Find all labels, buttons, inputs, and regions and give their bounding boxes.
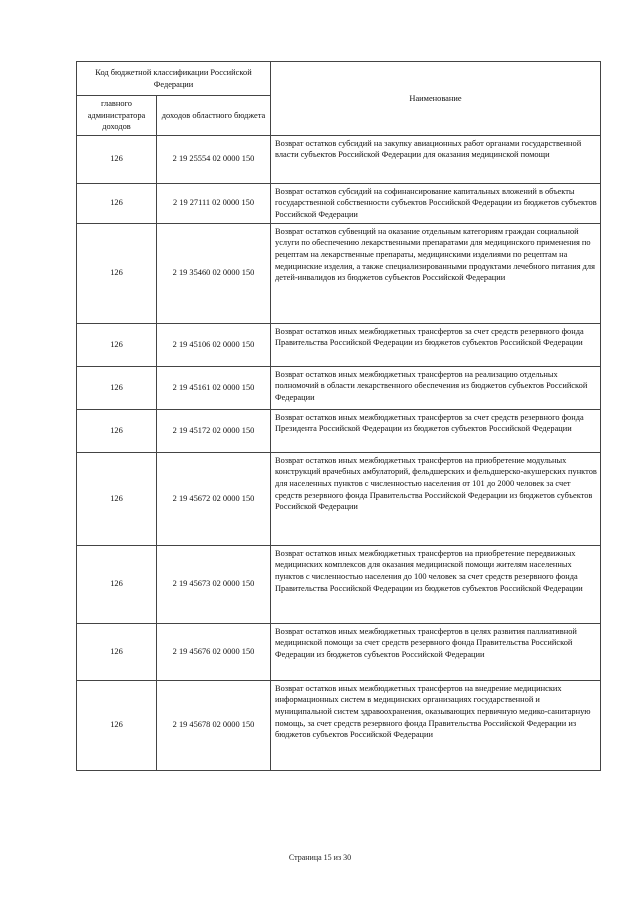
budget-classification-table [76, 61, 601, 771]
name-cell: Возврат остатков иных межбюджетных трансфертов за счет средств резервного фонда Правительства Российской Федерации из бюджетов субъектов Российской Федерации [271, 323, 601, 366]
income-code-cell: 2 19 25554 02 0000 150 [157, 135, 271, 183]
table-row [77, 223, 601, 323]
admin-code-cell: 126 [77, 223, 157, 323]
name-cell: Возврат остатков субсидий на софинансирование капитальных вложений в объекты государственной собственности субъектов Российской Федерации из бюджетов субъектов Российской Федерации [271, 183, 601, 223]
table-row [77, 323, 601, 366]
admin-code-cell: 126 [77, 680, 157, 770]
table-row [77, 135, 601, 183]
name-cell: Возврат остатков иных межбюджетных трансфертов на приобретение передвижных медицинских комплексов для оказания медицинской помощи жителям населенных пунктов с численностью населения до 100 человек за счет средств резервного фонда Правительства Российской Федерации из бюджетов субъектов Российской Федерации [271, 545, 601, 623]
name-cell: Возврат остатков иных межбюджетных трансфертов на приобретение модульных конструкций врачебных амбулаторий, фельдшерских и фельдшерско-акушерских пунктов для населенных пунктов с численностью населения от 101 до 2000 человек за счет средств резервного фонда Правительства Российской Федерации из бюджетов субъектов Российской Федерации [271, 452, 601, 545]
income-code-cell: 2 19 45676 02 0000 150 [157, 623, 271, 680]
admin-code-cell: 126 [77, 366, 157, 409]
admin-code-cell: 126 [77, 452, 157, 545]
table-row [77, 452, 601, 545]
header-group-title: Код бюджетной классификации Российской Федерации [77, 62, 271, 96]
admin-code-cell: 126 [77, 623, 157, 680]
name-cell: Возврат остатков иных межбюджетных трансфертов на реализацию отдельных полномочий в области лекарственного обеспечения из бюджетов субъектов Российской Федерации [271, 366, 601, 409]
table-row [77, 680, 601, 770]
income-code-cell: 2 19 45106 02 0000 150 [157, 323, 271, 366]
table-row [77, 623, 601, 680]
admin-code-cell: 126 [77, 135, 157, 183]
income-code-cell: 2 19 45161 02 0000 150 [157, 366, 271, 409]
header-admin: главного администратора доходов [77, 96, 157, 136]
page-footer: Страница 15 из 30 [288, 853, 352, 862]
table-row [77, 183, 601, 223]
admin-code-cell: 126 [77, 183, 157, 223]
income-code-cell: 2 19 45172 02 0000 150 [157, 409, 271, 452]
income-code-cell: 2 19 45678 02 0000 150 [157, 680, 271, 770]
admin-code-cell: 126 [77, 409, 157, 452]
table-row [77, 409, 601, 452]
budget-table-container [76, 61, 600, 771]
income-code-cell: 2 19 45673 02 0000 150 [157, 545, 271, 623]
name-cell: Возврат остатков субвенций на оказание отдельным категориям граждан социальной услуги по обеспечению лекарственными препаратами для медицинского применения по рецептам на лекарственные препараты, медицинскими изделиями по рецептам на медицинские изделия, а также специализированными продуктами лечебного питания для детей-инвалидов из бюджетов субъектов Российской Федерации [271, 223, 601, 323]
table-row [77, 366, 601, 409]
header-name: Наименование [271, 62, 601, 136]
table-row [77, 545, 601, 623]
income-code-cell: 2 19 45672 02 0000 150 [157, 452, 271, 545]
name-cell: Возврат остатков субсидий на закупку авиационных работ органами государственной власти субъектов Российской Федерации для оказания медицинской помощи [271, 135, 601, 183]
income-code-cell: 2 19 27111 02 0000 150 [157, 183, 271, 223]
name-cell: Возврат остатков иных межбюджетных трансфертов на внедрение медицинских информационных систем в медицинских организациях государственной и муниципальной систем здравоохранения, оказывающих первичную медико-санитарную помощь, за счет средств резервного фонда Правительства Российской Федерации из бюджетов субъектов Российской Федерации [271, 680, 601, 770]
header-row-top [77, 62, 601, 96]
admin-code-cell: 126 [77, 323, 157, 366]
header-income: доходов областного бюджета [157, 96, 271, 136]
admin-code-cell: 126 [77, 545, 157, 623]
name-cell: Возврат остатков иных межбюджетных трансфертов в целях развития паллиативной медицинской помощи за счет средств резервного фонда Правительства Российской Федерации из бюджетов субъектов Российской Федерации [271, 623, 601, 680]
name-cell: Возврат остатков иных межбюджетных трансфертов за счет средств резервного фонда Президента Российской Федерации из бюджетов субъектов Российской Федерации [271, 409, 601, 452]
income-code-cell: 2 19 35460 02 0000 150 [157, 223, 271, 323]
